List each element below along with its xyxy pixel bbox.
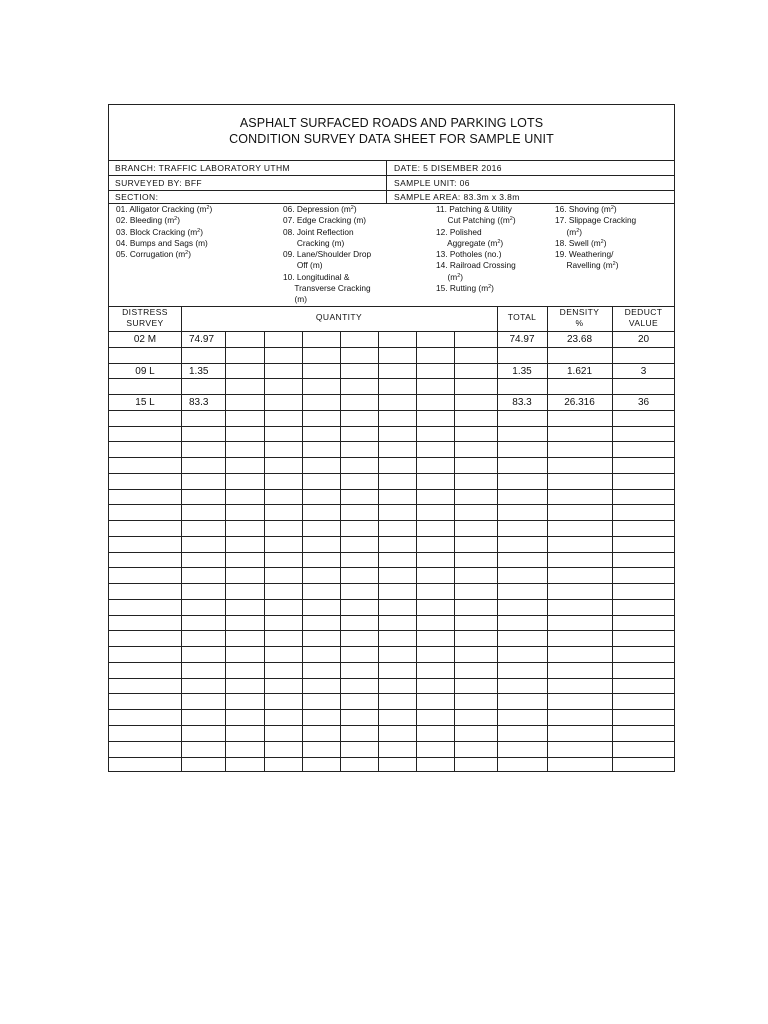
table-row-line bbox=[109, 693, 674, 694]
date-field: DATE: 5 DISEMBER 2016 bbox=[394, 163, 502, 173]
table-row-line bbox=[109, 489, 674, 490]
table-col-line bbox=[416, 331, 417, 772]
legend-item: 02. Bleeding $(m^2)$ bbox=[116, 215, 180, 226]
divider bbox=[386, 160, 387, 203]
table-row-line bbox=[109, 630, 674, 631]
legend-item: 16. Shoving $(m^2)$ bbox=[555, 204, 617, 214]
table-row-line bbox=[109, 646, 674, 647]
sheet-title-line1: ASPHALT SURFACED ROADS AND PARKING LOTS bbox=[239, 116, 544, 130]
table-row-line bbox=[109, 583, 674, 584]
legend-item: Cracking (m) bbox=[283, 237, 345, 248]
table-col-line bbox=[264, 331, 265, 772]
table-row-line bbox=[109, 709, 674, 710]
legend-item: 05. Corrugation $(m^2)$ bbox=[116, 249, 191, 260]
table-row-line bbox=[109, 504, 674, 505]
distress-code-cell: 02 M bbox=[133, 334, 157, 345]
section-field: SECTION: bbox=[115, 192, 159, 202]
data-sheet bbox=[108, 104, 675, 772]
table-row-line bbox=[109, 567, 674, 568]
legend-item: 04. Bumps and Sags (m) bbox=[116, 237, 208, 248]
deduct-value-cell: 36 bbox=[637, 397, 650, 408]
table-row-line bbox=[109, 678, 674, 679]
deduct-value-cell: 3 bbox=[640, 366, 647, 377]
quantity-cell: 74.97 bbox=[189, 334, 215, 345]
legend-item: 07. Edge Cracking (m) bbox=[283, 215, 367, 226]
legend-item: 08. Joint Reflection bbox=[283, 226, 354, 237]
total-header: TOTAL bbox=[507, 312, 537, 322]
legend-item: 03. Block Cracking $(m^2)$ bbox=[116, 226, 203, 237]
deduct-value-header: DEDUCT VALUE bbox=[624, 307, 663, 328]
divider bbox=[109, 160, 674, 161]
density-cell: 23.68 bbox=[566, 334, 593, 345]
legend-item: (m) bbox=[283, 294, 307, 305]
density-cell: 1.621 bbox=[566, 366, 593, 377]
density-header: DENSITY % bbox=[559, 307, 600, 328]
legend-item: 15. Rutting $(m^2)$ bbox=[436, 283, 494, 294]
distress-legend-col3 bbox=[436, 204, 516, 294]
distress-legend-col2 bbox=[283, 204, 371, 306]
table-row-line bbox=[109, 725, 674, 726]
sheet-title-line2: CONDITION SURVEY DATA SHEET FOR SAMPLE UNIT bbox=[229, 132, 554, 146]
table-col-line bbox=[302, 331, 303, 772]
table-row-line bbox=[109, 536, 674, 537]
table-col-line bbox=[340, 331, 341, 772]
table-row-line bbox=[109, 757, 674, 758]
legend-item: 17. Slippage Cracking bbox=[555, 215, 637, 226]
divider bbox=[109, 175, 674, 176]
legend-item: 14. Railroad Crossing bbox=[436, 260, 516, 271]
legend-item: $(m^2)$ bbox=[555, 226, 583, 237]
density-cell: 26.316 bbox=[564, 397, 595, 408]
distress-code-cell: 15 L bbox=[135, 397, 155, 408]
legend-item: 06. Depression $(m^2)$ bbox=[283, 204, 357, 214]
table-col-line bbox=[454, 331, 455, 772]
legend-item: 09. Lane/Shoulder Drop bbox=[283, 249, 372, 260]
legend-item: 10. Longitudinal & bbox=[283, 271, 350, 282]
table-col-line bbox=[225, 331, 226, 772]
quantity-header: QUANTITY bbox=[315, 312, 363, 322]
table-row-line bbox=[109, 473, 674, 474]
legend-item: Cut Patching ($(m^2)$ bbox=[436, 215, 516, 226]
divider bbox=[109, 190, 674, 191]
legend-item: 18. Swell $(m^2)$ bbox=[555, 237, 607, 248]
legend-item: 13. Potholes (no.) bbox=[436, 249, 502, 260]
legend-item: Off (m) bbox=[283, 260, 323, 271]
legend-item: Aggregate $(m^2)$ bbox=[436, 237, 504, 248]
sample-area-field: SAMPLE AREA: 83.3m x 3.8m bbox=[394, 192, 520, 202]
table-row-line bbox=[109, 520, 674, 521]
legend-item: Ravelling $(m^2)$ bbox=[555, 260, 619, 271]
legend-item: 11. Patching & Utility bbox=[436, 204, 512, 214]
total-cell: 1.35 bbox=[512, 366, 532, 377]
quantity-cell: 1.35 bbox=[189, 366, 209, 377]
deduct-value-cell: 20 bbox=[637, 334, 650, 345]
distress-legend-col4 bbox=[555, 204, 636, 272]
legend-item: 19. Weathering/ bbox=[555, 249, 614, 260]
total-cell: 74.97 bbox=[509, 334, 535, 345]
table-row-line bbox=[109, 741, 674, 742]
table-col-line bbox=[378, 331, 379, 772]
quantity-cell: 83.3 bbox=[189, 397, 209, 408]
table-row-line bbox=[109, 599, 674, 600]
table-row-line bbox=[109, 426, 674, 427]
legend-item: Transverse Cracking bbox=[283, 283, 371, 294]
branch-field: BRANCH: TRAFFIC LABORATORY UTHM bbox=[115, 163, 291, 173]
table-row-line bbox=[109, 347, 674, 348]
legend-item: $(m^2)$ bbox=[436, 271, 464, 282]
distress-code-cell: 09 L bbox=[135, 366, 155, 377]
sample-unit-field: SAMPLE UNIT: 06 bbox=[394, 178, 470, 188]
legend-item: 12. Polished bbox=[436, 226, 482, 237]
table-row-line bbox=[109, 457, 674, 458]
distress-legend-col1 bbox=[116, 204, 212, 260]
table-row-line bbox=[109, 662, 674, 663]
distress-survey-header: DISTRESS SURVEY bbox=[122, 307, 168, 328]
table-row-line bbox=[109, 615, 674, 616]
total-cell: 83.3 bbox=[512, 397, 532, 408]
table-col-line bbox=[181, 306, 182, 772]
surveyed-by-field: SURVEYED BY: BFF bbox=[115, 178, 203, 188]
table-row-line bbox=[109, 410, 674, 411]
legend-item: 01. Alligator Cracking $(m^2)$ bbox=[116, 204, 213, 214]
table-row-line bbox=[109, 441, 674, 442]
table-row-line bbox=[109, 552, 674, 553]
